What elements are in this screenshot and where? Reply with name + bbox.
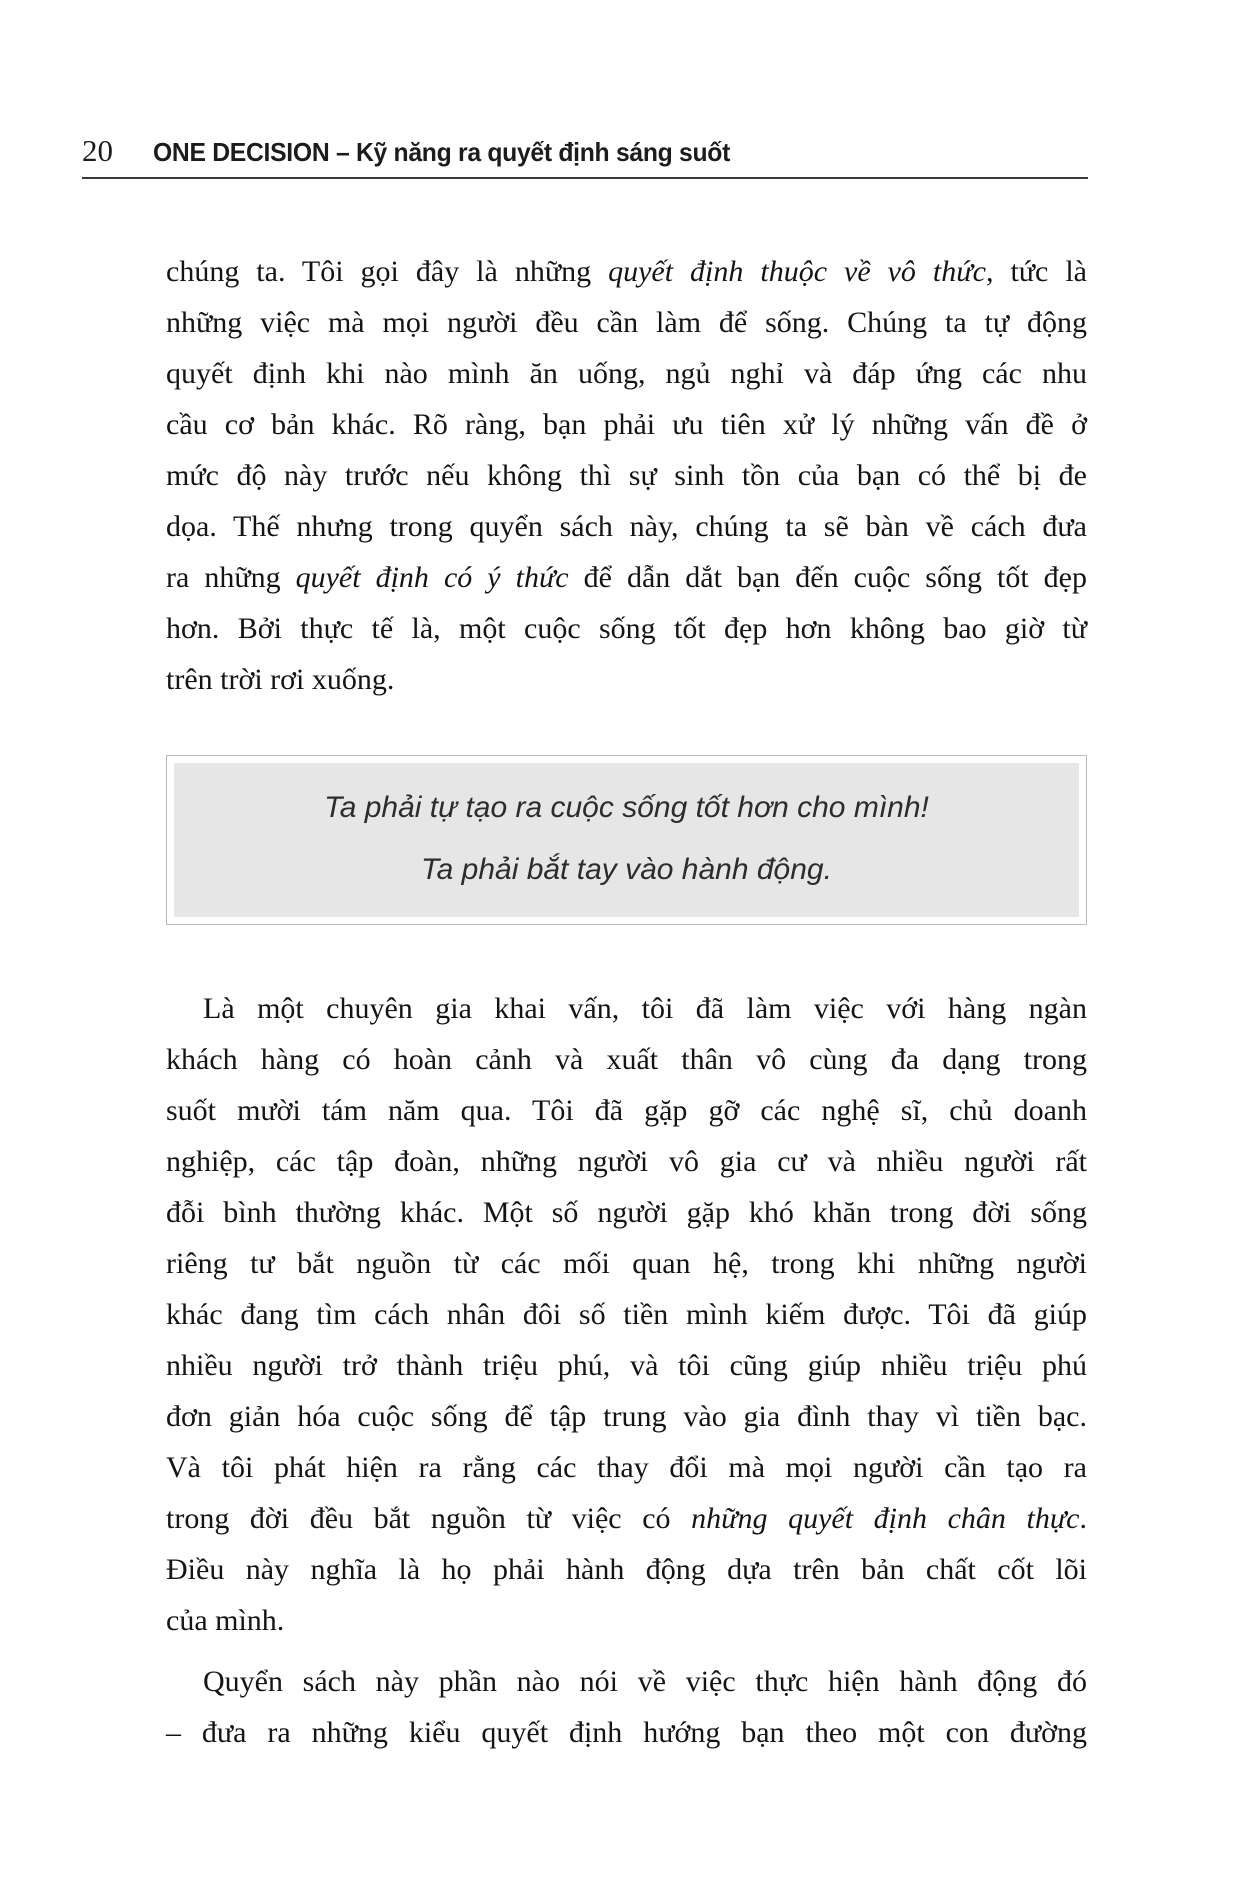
text-run: dọa. Thế nhưng trong quyển sách này, chúng ta sẽ bàn về cách đưa [166, 510, 1087, 543]
text-line [166, 1442, 1087, 1493]
italic-emphasis: quyết định thuộc về vô thức [608, 255, 986, 288]
text-run: quyết định khi nào mình ăn uống, ngủ nghỉ và đáp ứng các nhu [166, 357, 1087, 390]
text-run: suốt mười tám năm qua. Tôi đã gặp gỡ các nghệ sĩ, chủ doanh [166, 1094, 1087, 1127]
paragraph [166, 246, 1087, 705]
text-run: . [1079, 1502, 1087, 1535]
page-header [82, 134, 1088, 179]
paragraph [166, 983, 1087, 1646]
text-run: nghiệp, các tập đoàn, những người vô gia cư và nhiều người rất [166, 1145, 1087, 1178]
text-line [166, 297, 1087, 348]
italic-emphasis: những quyết định chân thực [691, 1502, 1080, 1535]
text-run: của mình. [166, 1604, 285, 1637]
text-run: khách hàng có hoàn cảnh và xuất thân vô cùng đa dạng trong [166, 1043, 1087, 1076]
text-run: để dẫn dắt bạn đến cuộc sống tốt đẹp [568, 561, 1087, 594]
text-line [166, 654, 1087, 705]
text-run: những việc mà mọi người đều cần làm để sống. Chúng ta tự động [166, 306, 1087, 339]
text-run: ra những [166, 561, 296, 594]
text-run: Điều này nghĩa là họ phải hành động dựa trên bản chất cốt lõi [166, 1553, 1087, 1586]
text-line [166, 1289, 1087, 1340]
quote-box-inner [174, 763, 1079, 917]
text-run: , tức là [985, 255, 1087, 288]
text-line [166, 1544, 1087, 1595]
text-run: mức độ này trước nếu không thì sự sinh tồn của bạn có thể bị đe [166, 459, 1087, 492]
text-run: đơn giản hóa cuộc sống để tập trung vào gia đình thay vì tiền bạc. [166, 1400, 1087, 1433]
text-line [166, 1340, 1087, 1391]
quote-box [166, 755, 1087, 925]
text-run: đỗi bình thường khác. Một số người gặp khó khăn trong đời sống [166, 1196, 1087, 1229]
text-line [166, 246, 1087, 297]
text-run: – đưa ra những kiểu quyết định hướng bạn theo một con đường [166, 1716, 1087, 1749]
text-run: chúng ta. Tôi gọi đây là những [166, 255, 609, 288]
text-run: trong đời đều bắt nguồn từ việc có [166, 1502, 692, 1535]
text-run: cầu cơ bản khác. Rõ ràng, bạn phải ưu tiên xử lý những vấn đề ở [166, 408, 1087, 441]
text-line [166, 983, 1087, 1034]
text-run: trên trời rơi xuống. [166, 663, 395, 696]
text-run: nhiều người trở thành triệu phú, và tôi cũng giúp nhiều triệu phú [166, 1349, 1087, 1382]
text-run: Quyển sách này phần nào nói về việc thực hiện hành động đó [203, 1665, 1087, 1698]
text-line [166, 1136, 1087, 1187]
text-line [166, 1707, 1087, 1758]
text-line [166, 603, 1087, 654]
paragraph [166, 1656, 1087, 1758]
text-line [166, 1187, 1087, 1238]
running-head-title: ONE DECISION – Kỹ năng ra quyết định sáng suốt [153, 137, 731, 167]
text-run: hơn. Bởi thực tế là, một cuộc sống tốt đẹp hơn không bao giờ từ [166, 612, 1087, 645]
text-run: khác đang tìm cách nhân đôi số tiền mình kiếm được. Tôi đã giúp [166, 1298, 1087, 1331]
text-line [166, 1595, 1087, 1646]
page-number: 20 [82, 133, 113, 168]
text-run: Là một chuyên gia khai vấn, tôi đã làm việc với hàng ngàn [203, 992, 1087, 1025]
text-line [166, 1238, 1087, 1289]
italic-emphasis: quyết định có ý thức [295, 561, 569, 594]
text-line [166, 552, 1087, 603]
text-run: riêng tư bắt nguồn từ các mối quan hệ, trong khi những người [166, 1247, 1087, 1280]
text-line [166, 1034, 1087, 1085]
text-line [166, 1391, 1087, 1442]
text-line [166, 1085, 1087, 1136]
text-line [166, 501, 1087, 552]
body-text [166, 246, 1087, 1758]
quote-line: Ta phải tự tạo ra cuộc sống tốt hơn cho mình! [324, 791, 929, 824]
text-line [166, 1493, 1087, 1544]
text-line [166, 1656, 1087, 1707]
text-run: Và tôi phát hiện ra rằng các thay đổi mà mọi người cần tạo ra [166, 1451, 1087, 1484]
text-line [166, 348, 1087, 399]
text-line [166, 450, 1087, 501]
text-line [166, 399, 1087, 450]
quote-line: Ta phải bắt tay vào hành động. [421, 853, 832, 886]
